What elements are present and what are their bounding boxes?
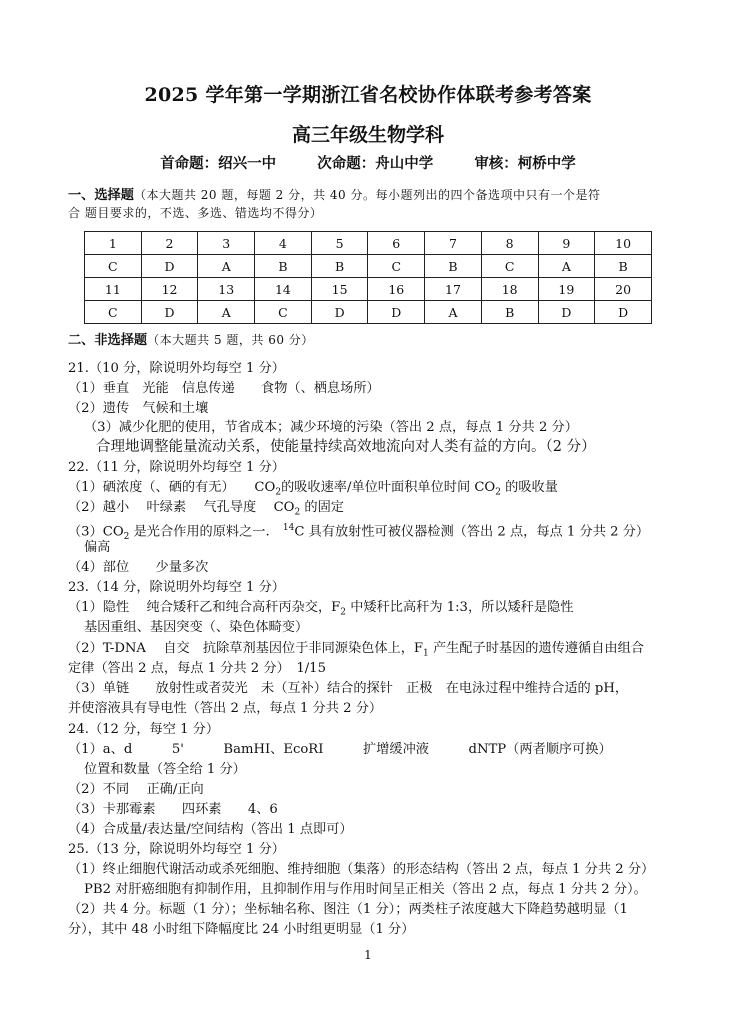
q21-head: 21.（10 分，除说明外均每空 1 分） (68, 361, 285, 376)
subscript: 2 (495, 487, 501, 498)
section1-heading: 一、选择题 (68, 188, 134, 203)
subscript: 2 (294, 507, 301, 518)
subscript: 2 (123, 532, 130, 543)
table-cell: A (198, 301, 255, 324)
q25-2: （2）共 4 分。标题（1 分）；坐标轴名称、图注（1 分）；两类柱子浓度越大下降趋势越明显（1 (68, 902, 628, 917)
table-cell: C (85, 301, 142, 324)
table-cell: C (255, 301, 312, 324)
q25-1: （1）终止细胞代谢活动或杀死细胞、维持细胞（集落）的形态结构（答出 2 点，每点 1 分共 2 分） (68, 862, 655, 877)
table-cell: A (198, 255, 255, 278)
q24-4: （4）合成量/表达量/空间结构（答出 1 点即可） (68, 822, 353, 837)
table-cell: D (141, 301, 198, 324)
q23-3b: 并使溶液具有导电性（答出 2 点，每点 1 分共 2 分） (68, 701, 383, 716)
table-cell: 11 (85, 278, 142, 301)
q23-1c: 基因重组、基因突变（、染色体畸变） (84, 620, 309, 635)
table-cell: 8 (481, 232, 538, 255)
table-cell: C (481, 255, 538, 278)
second-setter: 次命题：舟山中学 (317, 155, 434, 172)
q22-3-part-c: C 具有放射性可被仪器检测（答出 2 点，每点 1 分共 2 分） (294, 524, 650, 540)
q24-1: （1）a、d 5' BamHI、EcoRI 扩增缓冲液 dNTP（两者顺序可换） (68, 742, 612, 757)
page-subtitle: 高三年级生物学科 (291, 124, 444, 146)
table-cell: 19 (538, 278, 595, 301)
q22-2-part-b: 的固定 (300, 500, 344, 515)
table-row (85, 232, 652, 255)
table-cell: 18 (481, 278, 538, 301)
q23-head: 23.（14 分，除说明外均每空 1 分） (68, 580, 285, 595)
q23-2-part-a: （2）T-DNA 自交 抗除草剂基因位于非同源染色体上，F (68, 641, 424, 656)
table-row (85, 255, 652, 278)
setters-line (0, 152, 736, 173)
section1-note-line2 (68, 203, 678, 224)
table-cell: 12 (141, 278, 198, 301)
section1-note: （本大题共 20 题，每题 2 分，共 40 分。每小题列出的四个备选项中只有一个是符 (133, 188, 601, 202)
q22-3d: 偏高 (84, 540, 111, 555)
q24-3: （3）卡那霉素 四环素 4、6 (68, 802, 278, 817)
q24-2: （2）不同 正确/正向 (68, 782, 204, 797)
q22-1-part-c: 的吸收量 (500, 480, 558, 495)
table-cell: D (311, 301, 368, 324)
q21-4: 合理地调整能量流动关系，使能量持续高效地流向对人类有益的方向。（2 分） (96, 439, 596, 455)
q21-1: （1）垂直 光能 信息传递 食物（、栖息场所） (68, 381, 380, 396)
table-cell: 14 (255, 278, 312, 301)
q21-3: （3）减少化肥的使用，节省成本；减少环境的污染（答出 2 点，每点 1 分共 2 分） (84, 420, 578, 435)
page-number: 1 (364, 948, 372, 962)
table-cell: 9 (538, 232, 595, 255)
table-cell: 1 (85, 232, 142, 255)
table-cell: 3 (198, 232, 255, 255)
q21-2: （2）遗传 气候和土壤 (68, 401, 209, 416)
q22-3-part-a: （3）CO (68, 524, 124, 540)
reviewer: 审核：柯桥中学 (474, 155, 576, 172)
section1-note-2: 合 题目要求的，不选、多选、错选均不得分） (68, 206, 323, 220)
page-title: 2025 学年第一学期浙江省名校协作体联考参考答案 (144, 84, 592, 106)
table-cell: 15 (311, 278, 368, 301)
q22-head: 22.（11 分，除说明外均每空 1 分） (68, 460, 285, 475)
table-cell: 7 (425, 232, 482, 255)
table-cell: B (595, 255, 652, 278)
table-cell: 2 (141, 232, 198, 255)
section2-note: （本大题共 5 题，共 60 分） (147, 333, 314, 347)
q23-3: （3）单链 放射性或者荧光 未（互补）结合的探针 正极 在电泳过程中维持合适的 pH， (68, 681, 629, 696)
q24-1b: 位置和数量（答全给 1 分） (84, 762, 246, 777)
answer-table (84, 231, 652, 324)
table-cell: D (595, 301, 652, 324)
table-row (85, 301, 652, 324)
section2-heading: 二、非选择题 (68, 333, 148, 348)
table-cell: 13 (198, 278, 255, 301)
table-cell: D (141, 255, 198, 278)
table-cell: 20 (595, 278, 652, 301)
q22-3-part-b: 是光合作用的原料之一. (129, 524, 283, 540)
q22-1-part-b: 的吸收速率/单位叶面积单位时间 CO (281, 480, 496, 495)
q25-1b: PB2 对肝癌细胞有抑制作用，且抑制作用与作用时间呈正相关（答出 2 点，每点 1 分共 2 分）。 (84, 882, 647, 897)
table-cell: A (538, 255, 595, 278)
q23-1-part-a: （1）隐性 纯合矮秆乙和纯合高秆丙杂交，F (68, 600, 341, 615)
table-cell: 4 (255, 232, 312, 255)
first-setter: 首命题：绍兴一中 (160, 155, 277, 172)
q22-1-part-a: （1）硒浓度（、硒的有无） CO (68, 480, 276, 495)
q23-2-part-b: 产生配子时基因的遗传遵循自由组合 (428, 641, 644, 656)
table-cell: B (311, 255, 368, 278)
q25-head: 25.（13 分，除说明外均每空 1 分） (68, 842, 285, 857)
table-cell: C (368, 255, 425, 278)
table-cell: 10 (595, 232, 652, 255)
table-cell: 5 (311, 232, 368, 255)
table-row (85, 278, 652, 301)
table-cell: C (85, 255, 142, 278)
subscript: 2 (275, 487, 282, 498)
superscript: 14 (282, 523, 295, 533)
q23-1-part-b: 中矮秆比高秆为 1:3，所以矮秆是隐性 (346, 600, 574, 615)
table-cell: B (425, 255, 482, 278)
q23-2c: 定律（答出 2 点，每点 1 分共 2 分） 1/15 (68, 661, 326, 676)
table-cell: D (368, 301, 425, 324)
table-cell: B (481, 301, 538, 324)
table-cell: B (255, 255, 312, 278)
q24-head: 24.（12 分，每空 1 分） (68, 722, 220, 737)
table-cell: 17 (425, 278, 482, 301)
q22-2-part-a: （2）越小 叶绿素 气孔导度 CO (68, 500, 295, 515)
table-cell: 16 (368, 278, 425, 301)
q22-4: （4）部位 少量多次 (68, 560, 209, 575)
subscript: 2 (340, 607, 347, 618)
subscript: 1 (423, 648, 429, 659)
q25-2b: 分），其中 48 小时组下降幅度比 24 小时组更明显（1 分） (68, 922, 415, 937)
section2-heading-line (68, 330, 678, 351)
table-cell: 6 (368, 232, 425, 255)
table-cell: A (425, 301, 482, 324)
table-cell: D (538, 301, 595, 324)
